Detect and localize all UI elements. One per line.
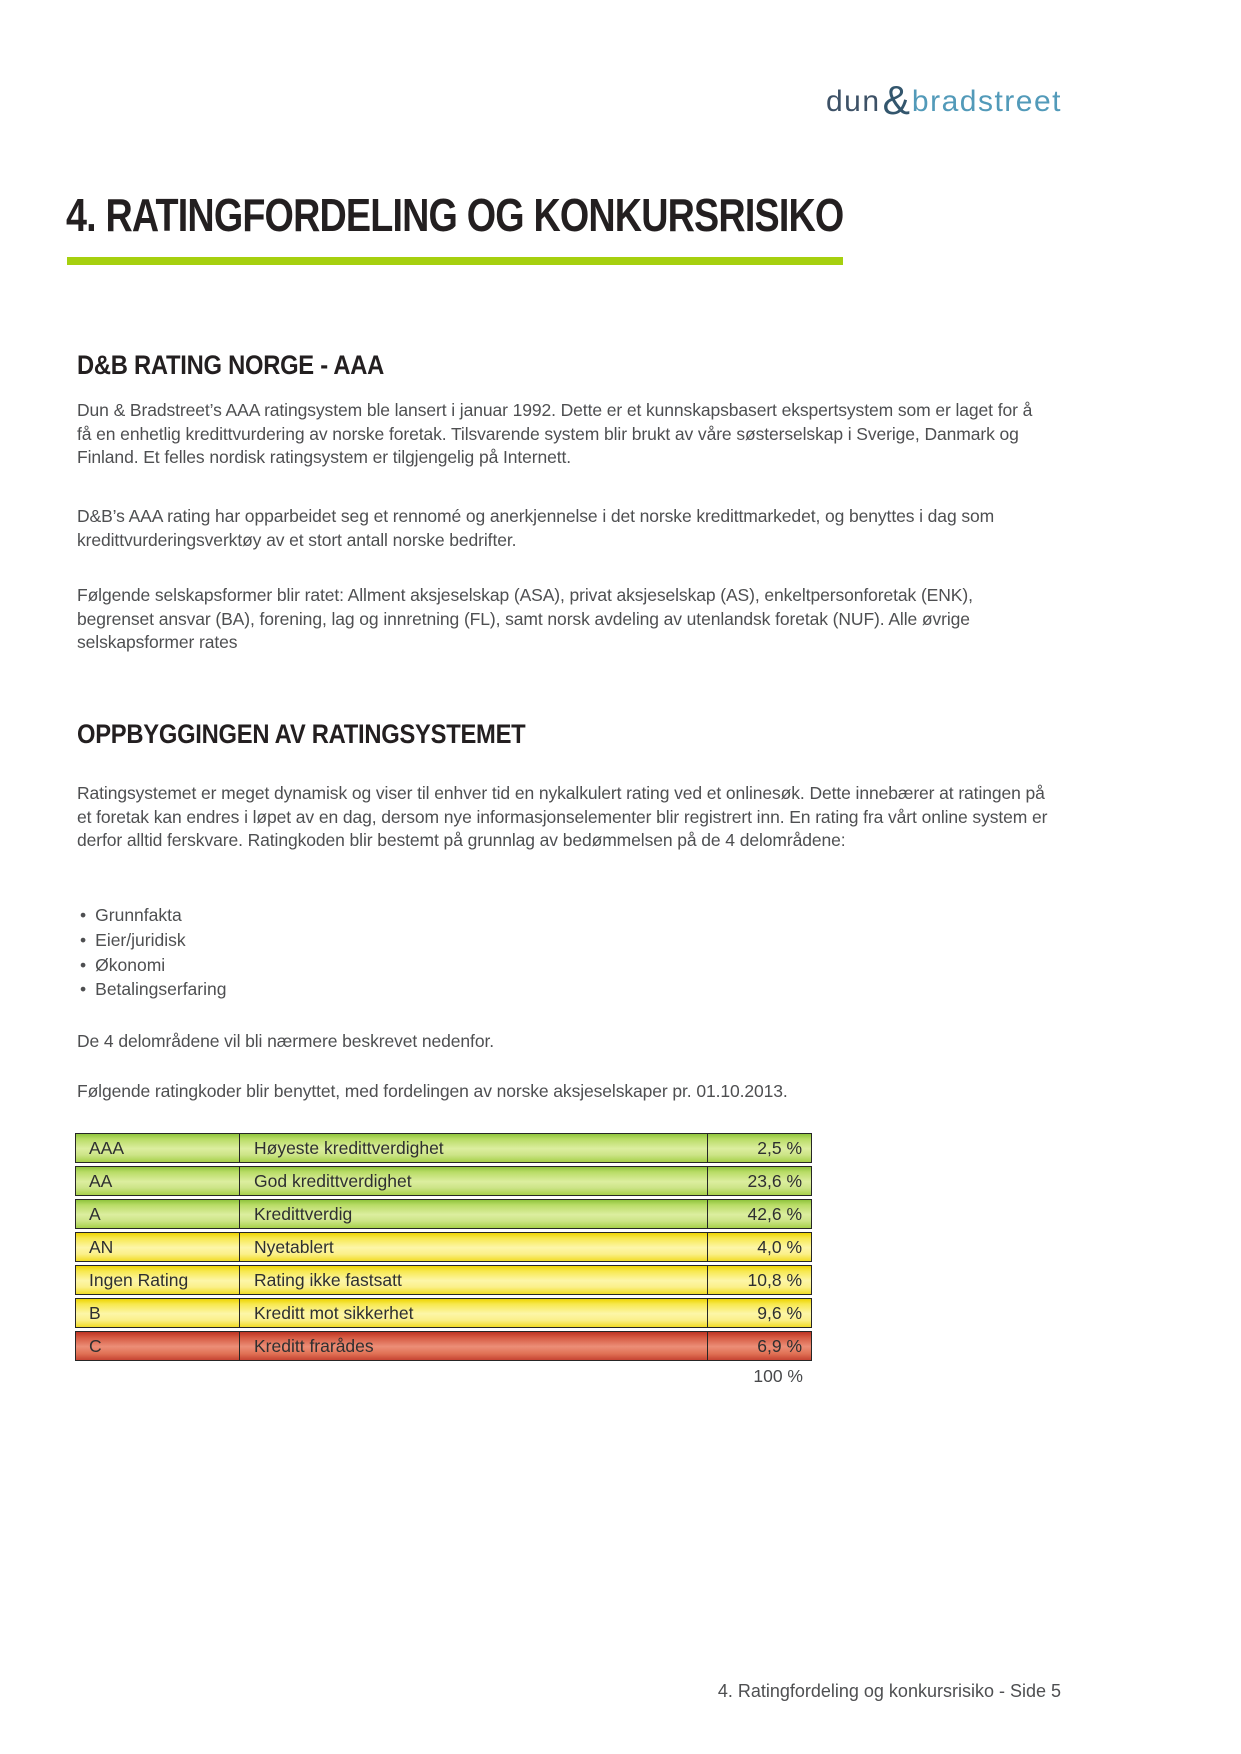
- rating-percent-cell: 23,6 %: [707, 1167, 811, 1195]
- rating-percent-cell: 2,5 %: [707, 1134, 811, 1162]
- page-title-text: 4. RATINGFORDELING OG KONKURSRISIKO: [66, 189, 844, 241]
- table-row-a: [75, 1199, 812, 1229]
- rating-code-cell: B: [76, 1299, 240, 1327]
- rating-percent-cell: 4,0 %: [707, 1233, 811, 1261]
- paragraph-table-intro: Følgende ratingkoder blir benyttet, med fordelingen av norske aksjeselskaper pr. 01.10.2013.: [77, 1081, 788, 1101]
- paragraph-areas-note: De 4 delområdene vil bli nærmere beskrevet nedenfor.: [77, 1031, 494, 1051]
- page-footer: 4. Ratingfordeling og konkursrisiko - Side 5: [717, 1681, 1061, 1701]
- rating-code-cell: Ingen Rating: [76, 1266, 240, 1294]
- rating-label-cell: Kreditt mot sikkerhet: [254, 1302, 414, 1323]
- section-heading-text: OPPBYGGINGEN AV RATINGSYSTEMET: [77, 719, 526, 749]
- title-underline-rule: [67, 257, 843, 265]
- rating-code-cell: A: [76, 1200, 240, 1228]
- list-item-grunnfakta: • Grunnfakta: [80, 903, 226, 928]
- section-heading-oppbyggingen: [77, 719, 587, 750]
- table-row-c: [75, 1331, 812, 1361]
- rating-distribution-table: [75, 1133, 812, 1387]
- table-row-aaa: [75, 1133, 812, 1163]
- rating-areas-list: [80, 903, 226, 1002]
- rating-label-cell: Rating ikke fastsatt: [254, 1269, 402, 1290]
- rating-label-cell: Kredittverdig: [254, 1203, 353, 1224]
- table-row-b: [75, 1298, 812, 1328]
- table-row-an: [75, 1232, 812, 1262]
- page-title: [66, 188, 1014, 242]
- list-item-eier-juridisk: • Eier/juridisk: [80, 928, 226, 953]
- rating-code-cell: AA: [76, 1167, 240, 1195]
- rating-code-cell: C: [76, 1332, 240, 1360]
- rating-label-cell: Høyeste kredittverdighet: [254, 1137, 444, 1158]
- table-total-percent: 100 %: [753, 1366, 803, 1386]
- rating-code-cell: AAA: [76, 1134, 240, 1162]
- list-item-okonomi: • Økonomi: [80, 953, 226, 978]
- paragraph-company-forms: Følgende selskapsformer blir ratet: Allment aksjeselskap (ASA), privat aksjeselskap (AS), enkeltpersonforetak (ENK), begrenset ansvar (BA), forening, lag og innretning (FL), samt norsk avdeling av utenlandsk foretak (NUF). Alle øvrige selskapsformer rates: [77, 585, 973, 652]
- section-heading-db-rating-norge: [77, 350, 426, 381]
- rating-percent-cell: 10,8 %: [707, 1266, 811, 1294]
- logo-text-dun: dun: [826, 85, 881, 118]
- rating-code-cell: AN: [76, 1233, 240, 1261]
- paragraph-rating-reputation: D&B’s AAA rating har opparbeidet seg et rennomé og anerkjennelse i det norske kredittmarkedet, og benyttes i dag som kredittvurderingsverktøy av et stort antall norske bedrifter.: [77, 506, 995, 550]
- section-heading-text: D&B RATING NORGE - AAA: [77, 350, 385, 380]
- rating-percent-cell: 6,9 %: [707, 1332, 811, 1360]
- rating-label-cell: Kreditt frarådes: [254, 1335, 374, 1356]
- dun-bradstreet-logo: [826, 74, 1062, 121]
- ampersand-icon: &: [882, 77, 910, 123]
- table-row-aa: [75, 1166, 812, 1196]
- paragraph-rating-system-intro: Dun & Bradstreet’s AAA ratingsystem ble lansert i januar 1992. Dette er et kunnskapsbasert ekspertsystem som er laget for å få en enhetlig kredittvurdering av norske foretak. Tilsvarende system blir brukt av våre søsterselskap i Sverige, Danmark og Finland. Et felles nordisk ratingsystem er tilgjengelig på Internett.: [77, 400, 1033, 467]
- rating-percent-cell: 9,6 %: [707, 1299, 811, 1327]
- rating-percent-cell: 42,6 %: [707, 1200, 811, 1228]
- rating-label-cell: Nyetablert: [254, 1236, 334, 1257]
- list-item-betalingserfaring: • Betalingserfaring: [80, 977, 226, 1002]
- paragraph-rating-dynamics: Ratingsystemet er meget dynamisk og viser til enhver tid en nykalkulert rating ved et onlinesøk. Dette innebærer at ratingen på et foretak kan endres i løpet av en dag, dersom nye informasjonselementer blir registrert inn. En rating fra vårt online system er derfor alltid ferskvare. Ratingkoden blir bestemt på grunnlag av bedømmelsen på de 4 delområdene:: [77, 783, 1048, 850]
- table-row-ingen-rating: [75, 1265, 812, 1295]
- rating-label-cell: God kredittverdighet: [254, 1170, 412, 1191]
- logo-text-bradstreet: bradstreet: [911, 85, 1062, 118]
